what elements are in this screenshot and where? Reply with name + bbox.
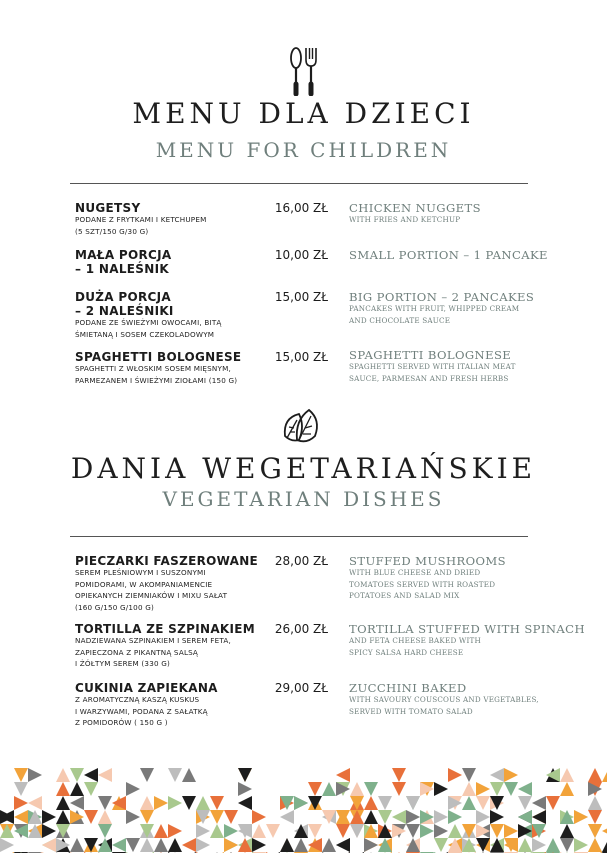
dish-description-en: AND FETA CHEESE BAKED WITH SPICY SALSA HARD CHEESE bbox=[349, 636, 481, 657]
pattern-triangle bbox=[322, 838, 336, 852]
pattern-triangle bbox=[70, 768, 84, 782]
pattern-triangle bbox=[518, 838, 532, 852]
pattern-triangle bbox=[588, 810, 602, 824]
dish-name: SPAGHETTI BOLOGNESE bbox=[75, 350, 242, 364]
pattern-triangle bbox=[448, 810, 462, 824]
dish-name-en: TORTILLA STUFFED WITH SPINACH bbox=[349, 622, 585, 636]
pattern-triangle bbox=[518, 796, 532, 810]
dish-description-en: SPAGHETTI SERVED WITH ITALIAN MEAT SAUCE, PARMESAN AND FRESH HERBS bbox=[349, 362, 516, 383]
pattern-triangle bbox=[462, 796, 476, 810]
dish-name: PIECZARKI FASZEROWANE bbox=[75, 554, 259, 568]
section-title-kids: MENU DLA DZIECI bbox=[132, 97, 475, 130]
pattern-triangle bbox=[294, 796, 308, 810]
leaf-icon bbox=[281, 406, 325, 446]
pattern-triangle bbox=[574, 810, 588, 824]
pattern-triangle bbox=[252, 824, 266, 838]
pattern-triangle bbox=[560, 838, 574, 852]
pattern-triangle bbox=[154, 838, 168, 852]
pattern-triangle bbox=[588, 796, 602, 810]
pattern-triangle bbox=[364, 838, 378, 852]
dish-name-en: STUFFED MUSHROOMS bbox=[349, 554, 507, 568]
pattern-triangle bbox=[546, 838, 560, 852]
pattern-triangle bbox=[560, 782, 574, 796]
pattern-triangle bbox=[462, 782, 476, 796]
pattern-triangle bbox=[140, 810, 154, 824]
divider bbox=[70, 536, 528, 537]
pattern-triangle bbox=[588, 824, 602, 838]
pattern-triangle bbox=[602, 768, 607, 782]
pattern-triangle bbox=[28, 796, 42, 810]
pattern-triangle bbox=[560, 824, 574, 838]
pattern-triangle bbox=[168, 824, 182, 838]
pattern-triangle bbox=[168, 768, 182, 782]
pattern-triangle bbox=[126, 838, 140, 852]
pattern-triangle bbox=[280, 838, 294, 852]
dish-price: 15,00 ZŁ bbox=[274, 290, 328, 304]
pattern-triangle bbox=[196, 824, 210, 838]
pattern-triangle bbox=[434, 782, 448, 796]
dish-name-en: CHICKEN NUGGETS bbox=[349, 201, 481, 215]
pattern-triangle bbox=[308, 782, 322, 796]
dish-description: NADZIEWANA SZPINAKIEM I SEREM FETA, ZAPIECZONA Z PIKANTNĄ SALSĄ I ŻÓŁTYM SEREM (330 G) bbox=[75, 636, 231, 668]
dish-description-en: PANCAKES WITH FRUIT, WHIPPED CREAM AND CHOCOLATE SAUCE bbox=[349, 304, 520, 325]
pattern-triangle bbox=[42, 810, 56, 824]
pattern-triangle bbox=[266, 824, 280, 838]
pattern-triangle bbox=[238, 796, 252, 810]
pattern-triangle bbox=[14, 768, 28, 782]
dish-price: 26,00 ZŁ bbox=[274, 622, 328, 636]
pattern-triangle bbox=[406, 824, 420, 838]
pattern-triangle bbox=[532, 838, 546, 852]
pattern-triangle bbox=[238, 768, 252, 782]
pattern-triangle bbox=[56, 796, 70, 810]
cutlery-icon bbox=[286, 46, 322, 96]
pattern-triangle bbox=[504, 782, 518, 796]
pattern-triangle bbox=[434, 824, 448, 838]
divider bbox=[70, 183, 528, 184]
pattern-triangle bbox=[392, 810, 406, 824]
pattern-triangle bbox=[182, 768, 196, 782]
dish-description-en: WITH BLUE CHEESE AND DRIED TOMATOES SERVED WITH ROASTED POTATOES AND SALAD MIX bbox=[349, 568, 496, 600]
dish-description: SEREM PLEŚNIOWYM I SUSZONYMI POMIDORAMI, W AKOMPANIAMENCIE OPIEKANYCH ZIEMNIAKÓW I MIXU SAŁAT (160 G/150 G/100 G) bbox=[75, 568, 228, 612]
pattern-triangle bbox=[406, 810, 420, 824]
pattern-triangle bbox=[14, 796, 28, 810]
pattern-triangle bbox=[434, 838, 448, 852]
pattern-triangle bbox=[238, 782, 252, 796]
decorative-triangle-pattern bbox=[0, 768, 607, 853]
pattern-triangle bbox=[378, 796, 392, 810]
pattern-triangle bbox=[322, 782, 336, 796]
pattern-triangle bbox=[42, 838, 56, 852]
pattern-triangle bbox=[490, 824, 504, 838]
pattern-triangle bbox=[210, 796, 224, 810]
pattern-triangle bbox=[476, 810, 490, 824]
pattern-triangle bbox=[168, 838, 182, 852]
dish-description-en: WITH FRIES AND KETCHUP bbox=[349, 215, 461, 224]
pattern-triangle bbox=[56, 782, 70, 796]
pattern-triangle bbox=[224, 810, 238, 824]
dish-price: 28,00 ZŁ bbox=[274, 554, 328, 568]
pattern-triangle bbox=[70, 838, 84, 852]
pattern-triangle bbox=[462, 768, 476, 782]
pattern-triangle bbox=[98, 810, 112, 824]
pattern-triangle bbox=[210, 824, 224, 838]
dish-name-en: ZUCCHINI BAKED bbox=[349, 681, 467, 695]
pattern-triangle bbox=[448, 824, 462, 838]
pattern-triangle bbox=[126, 810, 140, 824]
pattern-triangle bbox=[98, 796, 112, 810]
pattern-triangle bbox=[476, 782, 490, 796]
pattern-triangle bbox=[56, 768, 70, 782]
pattern-triangle bbox=[350, 782, 364, 796]
pattern-triangle bbox=[434, 810, 448, 824]
section-subtitle-kids: MENU FOR CHILDREN bbox=[155, 138, 452, 162]
pattern-triangle bbox=[28, 768, 42, 782]
pattern-triangle bbox=[280, 810, 294, 824]
pattern-triangle bbox=[224, 838, 238, 852]
pattern-triangle bbox=[98, 824, 112, 838]
pattern-triangle bbox=[588, 838, 602, 852]
pattern-triangle bbox=[168, 796, 182, 810]
pattern-triangle bbox=[140, 796, 154, 810]
pattern-triangle bbox=[336, 768, 350, 782]
pattern-triangle bbox=[602, 824, 607, 838]
pattern-triangle bbox=[112, 838, 126, 852]
pattern-triangle bbox=[546, 796, 560, 810]
dish-name: MAŁA PORCJA – 1 NALEŚNIK bbox=[75, 248, 172, 276]
pattern-triangle bbox=[14, 810, 28, 824]
pattern-triangle bbox=[532, 796, 546, 810]
dish-name: DUŻA PORCJA – 2 NALEŚNIKI bbox=[75, 290, 174, 318]
pattern-triangle bbox=[70, 796, 84, 810]
pattern-triangle bbox=[588, 768, 602, 782]
pattern-triangle bbox=[490, 810, 504, 824]
dish-description: PODANE ZE ŚWIEŻYMI OWOCAMI, BITĄ ŚMIETANĄ I SOSEM CZEKOLADOWYM bbox=[75, 318, 222, 339]
pattern-triangle bbox=[84, 782, 98, 796]
pattern-triangle bbox=[224, 824, 238, 838]
pattern-triangle bbox=[154, 824, 168, 838]
pattern-triangle bbox=[518, 782, 532, 796]
pattern-triangle bbox=[0, 838, 14, 852]
dish-name-en: BIG PORTION – 2 PANCAKES bbox=[349, 290, 535, 304]
pattern-triangle bbox=[336, 824, 350, 838]
pattern-triangle bbox=[84, 768, 98, 782]
pattern-triangle bbox=[378, 810, 392, 824]
dish-description: SPAGHETTI Z WŁOSKIM SOSEM MIĘSNYM, PARMEZANEM I ŚWIEŻYMI ZIOŁAMI (150 G) bbox=[75, 364, 238, 385]
pattern-triangle bbox=[490, 782, 504, 796]
pattern-triangle bbox=[602, 838, 607, 852]
dish-description: PODANE Z FRYTKAMI I KETCHUPEM (5 SZT/150 G/30 G) bbox=[75, 215, 207, 236]
pattern-triangle bbox=[154, 796, 168, 810]
dish-name: NUGETSY bbox=[75, 201, 141, 215]
dish-name-en: SPAGHETTI BOLOGNESE bbox=[349, 348, 512, 362]
pattern-triangle bbox=[420, 824, 434, 838]
pattern-triangle bbox=[518, 810, 532, 824]
dish-name: TORTILLA ZE SZPINAKIEM bbox=[75, 622, 256, 636]
pattern-triangle bbox=[14, 782, 28, 796]
section-subtitle-vegetarian: VEGETARIAN DISHES bbox=[162, 487, 445, 511]
pattern-triangle bbox=[210, 810, 224, 824]
pattern-triangle bbox=[406, 796, 420, 810]
pattern-triangle bbox=[364, 796, 378, 810]
pattern-triangle bbox=[392, 768, 406, 782]
pattern-triangle bbox=[56, 810, 70, 824]
pattern-triangle bbox=[392, 782, 406, 796]
pattern-triangle bbox=[42, 824, 56, 838]
pattern-triangle bbox=[448, 768, 462, 782]
pattern-triangle bbox=[70, 782, 84, 796]
pattern-triangle bbox=[252, 810, 266, 824]
pattern-triangle bbox=[98, 768, 112, 782]
pattern-triangle bbox=[182, 838, 196, 852]
pattern-triangle bbox=[182, 796, 196, 810]
pattern-triangle bbox=[476, 796, 490, 810]
pattern-triangle bbox=[504, 824, 518, 838]
pattern-triangle bbox=[574, 838, 588, 852]
pattern-triangle bbox=[532, 810, 546, 824]
dish-description: Z AROMATYCZNĄ KASZĄ KUSKUS I WARZYWAMI, PODANA Z SAŁATKĄ Z POMIDORÓW ( 150 G ) bbox=[75, 695, 208, 727]
pattern-triangle bbox=[504, 768, 518, 782]
dish-price: 10,00 ZŁ bbox=[274, 248, 328, 262]
pattern-triangle bbox=[252, 838, 266, 852]
dish-price: 15,00 ZŁ bbox=[274, 350, 328, 364]
pattern-triangle bbox=[126, 782, 140, 796]
pattern-triangle bbox=[350, 824, 364, 838]
pattern-triangle bbox=[140, 768, 154, 782]
pattern-triangle bbox=[294, 838, 308, 852]
pattern-triangle bbox=[140, 838, 154, 852]
dish-name-en: SMALL PORTION – 1 PANCAKE bbox=[349, 248, 548, 262]
dish-price: 29,00 ZŁ bbox=[274, 681, 328, 695]
pattern-triangle bbox=[364, 810, 378, 824]
pattern-triangle bbox=[308, 824, 322, 838]
pattern-triangle bbox=[490, 768, 504, 782]
dish-description-en: WITH SAVOURY COUSCOUS AND VEGETABLES, SERVED WITH TOMATO SALAD bbox=[349, 695, 539, 716]
pattern-triangle bbox=[336, 838, 350, 852]
dish-name: CUKINIA ZAPIEKANA bbox=[75, 681, 218, 695]
dish-price: 16,00 ZŁ bbox=[274, 201, 328, 215]
pattern-triangle bbox=[84, 810, 98, 824]
pattern-triangle bbox=[196, 796, 210, 810]
pattern-triangle bbox=[196, 838, 210, 852]
section-title-vegetarian: DANIA WEGETARIAŃSKIE bbox=[70, 452, 537, 485]
pattern-triangle bbox=[364, 782, 378, 796]
pattern-triangle bbox=[560, 768, 574, 782]
